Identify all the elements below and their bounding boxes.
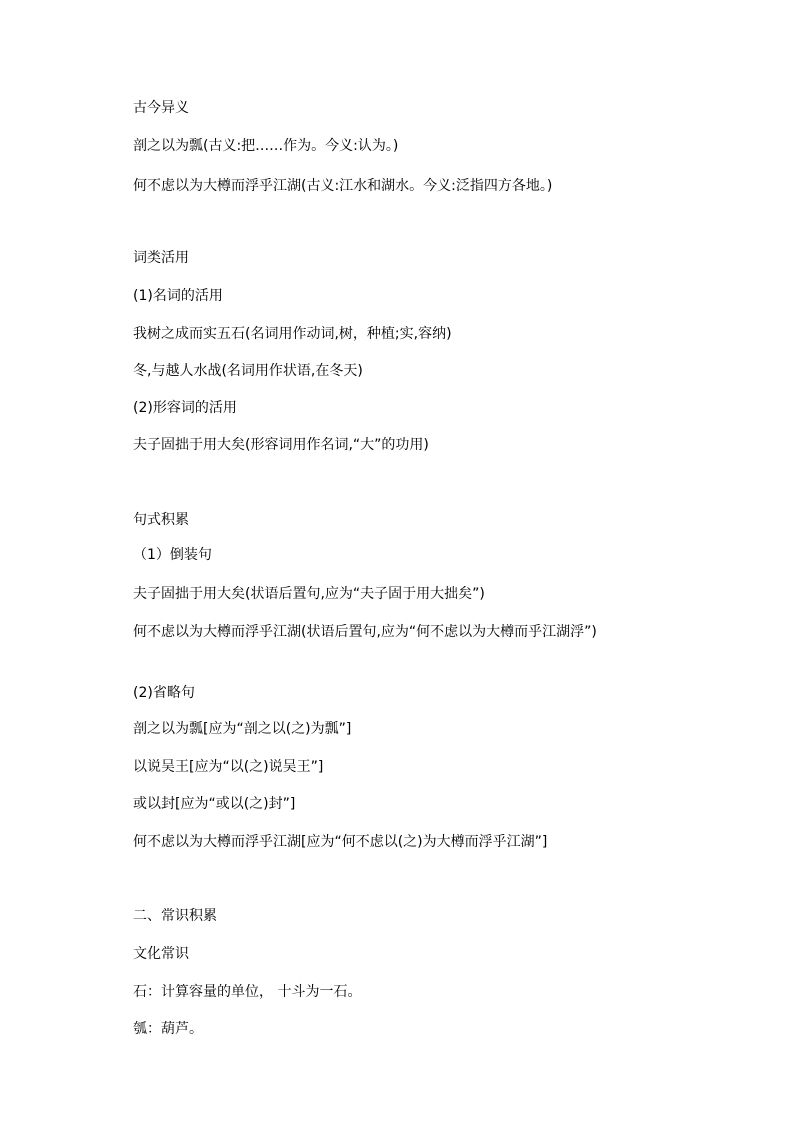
subheading: 文化常识	[133, 946, 189, 962]
paragraph: 夫子固拙于用大矣(状语后置句,应为“夫子固于用大拙矣”)	[133, 586, 485, 602]
paragraph: 石：计算容量的单位， 十斗为一石。	[133, 984, 362, 1000]
paragraph: 剖之以为瓢[应为“剖之以(之)为瓢”]	[133, 721, 352, 737]
paragraph: 何不虑以为大樽而浮乎江湖(状语后置句,应为“何不虑以为大樽而乎江湖浮”)	[133, 624, 597, 640]
subheading: (2)形容词的活用	[133, 400, 237, 416]
paragraph: 我树之成而实五石(名词用作动词,树，种植;实,容纳)	[133, 326, 452, 342]
paragraph: 以说吴王[应为“以(之)说吴王”]	[133, 759, 324, 775]
paragraph: 瓠：葫芦。	[133, 1021, 203, 1037]
heading-gujin: 古今异义	[133, 100, 189, 116]
paragraph: 剖之以为瓢(古义:把……作为。今义:认为。)	[133, 138, 399, 154]
paragraph: 夫子固拙于用大矣(形容词用作名词,“大”的功用)	[133, 437, 429, 453]
paragraph: 何不虑以为大樽而浮乎江湖[应为“何不虑以(之)为大樽而浮乎江湖”]	[133, 834, 548, 850]
paragraph: 何不虑以为大樽而浮乎江湖(古义:江水和湖水。今义:泛指四方各地。)	[133, 178, 553, 194]
paragraph: 或以封[应为“或以(之)封”]	[133, 796, 296, 812]
subheading: (1)名词的活用	[133, 288, 223, 304]
subheading: (2)省略句	[133, 685, 195, 701]
heading-jushi: 句式积累	[133, 512, 189, 528]
heading-changshi: 二、常识积累	[133, 908, 217, 924]
paragraph: 冬,与越人水战(名词用作状语,在冬天)	[133, 363, 363, 379]
heading-cilei: 词类活用	[133, 250, 189, 266]
subheading: （1）倒装句	[133, 547, 212, 563]
